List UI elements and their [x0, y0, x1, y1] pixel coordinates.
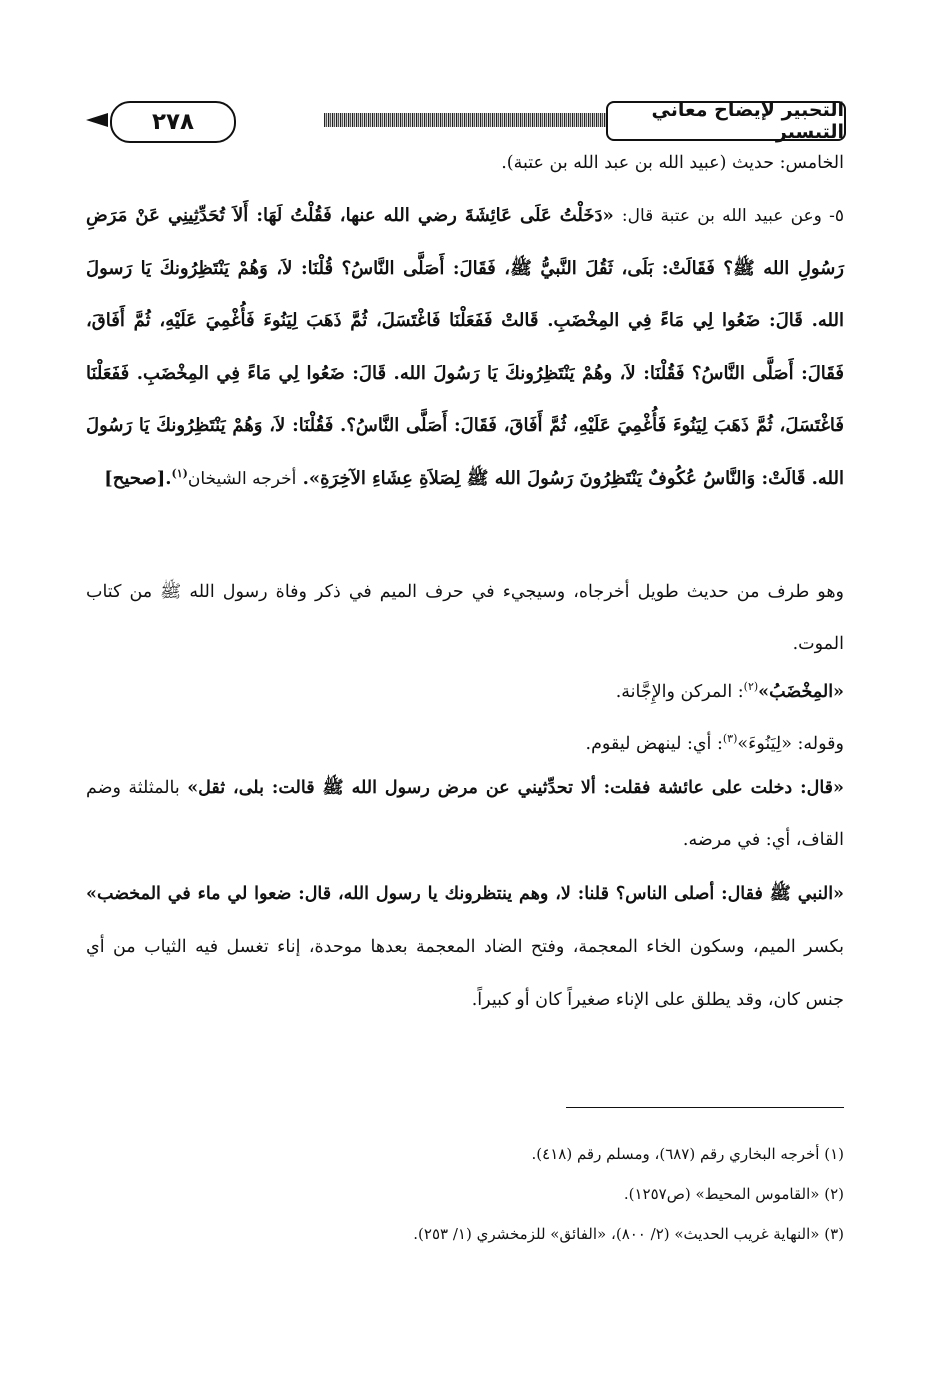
gloss-definition-2: : أي: لينهض ليقوم.: [585, 734, 723, 754]
commentary-paragraph-3: [86, 868, 844, 1027]
quoted-segment-2: «قال: دخلت على عائشة فقلت: ألا تحدِّثيني عن مرض رسول الله ﷺ قالت: بلى، ثقل»: [187, 778, 844, 798]
running-header: [86, 97, 846, 145]
hadith-source: أخرجه الشيخان: [187, 468, 297, 489]
footnotes: [86, 1134, 844, 1254]
footnote-ref-2: (٢): [743, 680, 759, 694]
gloss-definition-1: : المركن والإِجَّانة.: [615, 682, 744, 702]
footnote-3: (٣) «النهاية غريب الحديث» (٢/ ٨٠٠)، «الفائق» للزمخشري (١/ ٢٥٣).: [413, 1225, 844, 1243]
commentary-text-1: وهو طرف من حديث طويل أخرجاه، وسيجيء في حرف الميم في ذكر وفاة رسول الله ﷺ من كتاب الموت.: [86, 582, 844, 654]
gloss-line-2: [86, 724, 844, 764]
hadith-lead: ٥- وعن عبيد الله بن عتبة قال:: [621, 206, 844, 226]
explanation-3: بكسر الميم، وسكون الخاء المعجمة، وفتح الضاد المعجمة بعدها موحدة، إناء تغسل فيه الثياب من أي جنس كان، وقد يطلق على الإناء صغيراً كان أو كبيراً.: [86, 937, 844, 1010]
page-number: ٢٧٨: [110, 101, 236, 143]
hadith-text: [86, 190, 844, 506]
footnote-1: (١) أخرجه البخاري رقم (٦٨٧)، ومسلم رقم (٤١٨).: [531, 1145, 844, 1163]
explanation-2: بالمثلثة وضم القاف، أي: في مرضه.: [86, 778, 844, 850]
gloss-term-1: «المِخْضَبُ»: [758, 682, 844, 702]
quoted-segment-3: «النبي ﷺ فقال: أصلى الناس؟ قلنا: لا، وهم ينتظرونك يا رسول الله، قال: ضعوا لي ماء في المخضب»: [86, 884, 844, 904]
commentary-paragraph-1: [86, 566, 844, 670]
footnote-ref-3: (٣): [722, 732, 738, 746]
hadith-grade: .[صحيح]: [104, 467, 172, 489]
section-intro-text: الخامس: حديث (عبيد الله بن عبد الله بن عتبة).: [501, 153, 844, 173]
book-title: التحبير لإيضاح معاني التيسير: [606, 101, 846, 141]
header-ornament-tip: [86, 113, 108, 127]
gloss-term-2: وقوله: «لِيَنُوءَ»: [737, 734, 844, 754]
gloss-line-1: [86, 672, 844, 712]
footnote-divider: [566, 1107, 844, 1108]
commentary-paragraph-2: [86, 762, 844, 866]
footnote-2: (٢) «القاموس المحيط» (ص١٢٥٧).: [623, 1185, 844, 1203]
hadith-body: «دَخَلْتُ عَلَى عَائِشَةَ رضي الله عنها، فَقُلْتُ لَهَا: أَلاَ تُحَدِّثِينِي عَنْ مَرَضِ رَسُولِ الله ﷺ؟ فَقَالَتْ: بَلَى، ثَقُلَ النَّبيُّ ﷺ، فَقَالَ: أَصَلَّى النَّاسُ؟ قُلْنَا: لاَ، وَهُمْ يَنْتَظِرُونكَ يَا رَسولَ الله. قَالَ: ضَعُوا لِي مَاءً فِي المِخْضَبِ. قَالتْ فَفَعَلْنَا فَاغْتَسَلَ، ثُمَّ ذَهَبَ لِيَنُوءَ فَأُغْمِيَ عَلَيْهِ، ثُمَّ أَفَاقَ، فَقَالَ: أَصَلَّى النَّاسُ؟ فَقُلْنَا: لاَ، وهُمْ يَنْتَظِرُونكَ يَا رَسُولَ الله. قَالَ: ضَعُوا لِي مَاءً فِي المِخْضَبِ. فَفَعَلْنَا فَاغْتَسَلَ، ثُمَّ ذَهَبَ لِيَنُوءَ فَأُغْمِيَ عَلَيْهِ، ثُمَّ أَفَاقَ، فَقَالَ: أَصَلَّى النَّاسُ؟. فَقُلْنَا: لاَ، وَهُمْ يَنْتَظِرُونكَ يَا رَسُولَ الله. قَالَتْ: وَالنَّاسُ عُكُوفٌ يَنْتَظِرُونَ رَسُولَ الله ﷺ لِصَلاَةِ عِشَاءِ الآخِرَةِ».: [86, 205, 844, 489]
footnote-ref-1: (١): [171, 466, 188, 480]
section-intro: [86, 146, 844, 180]
